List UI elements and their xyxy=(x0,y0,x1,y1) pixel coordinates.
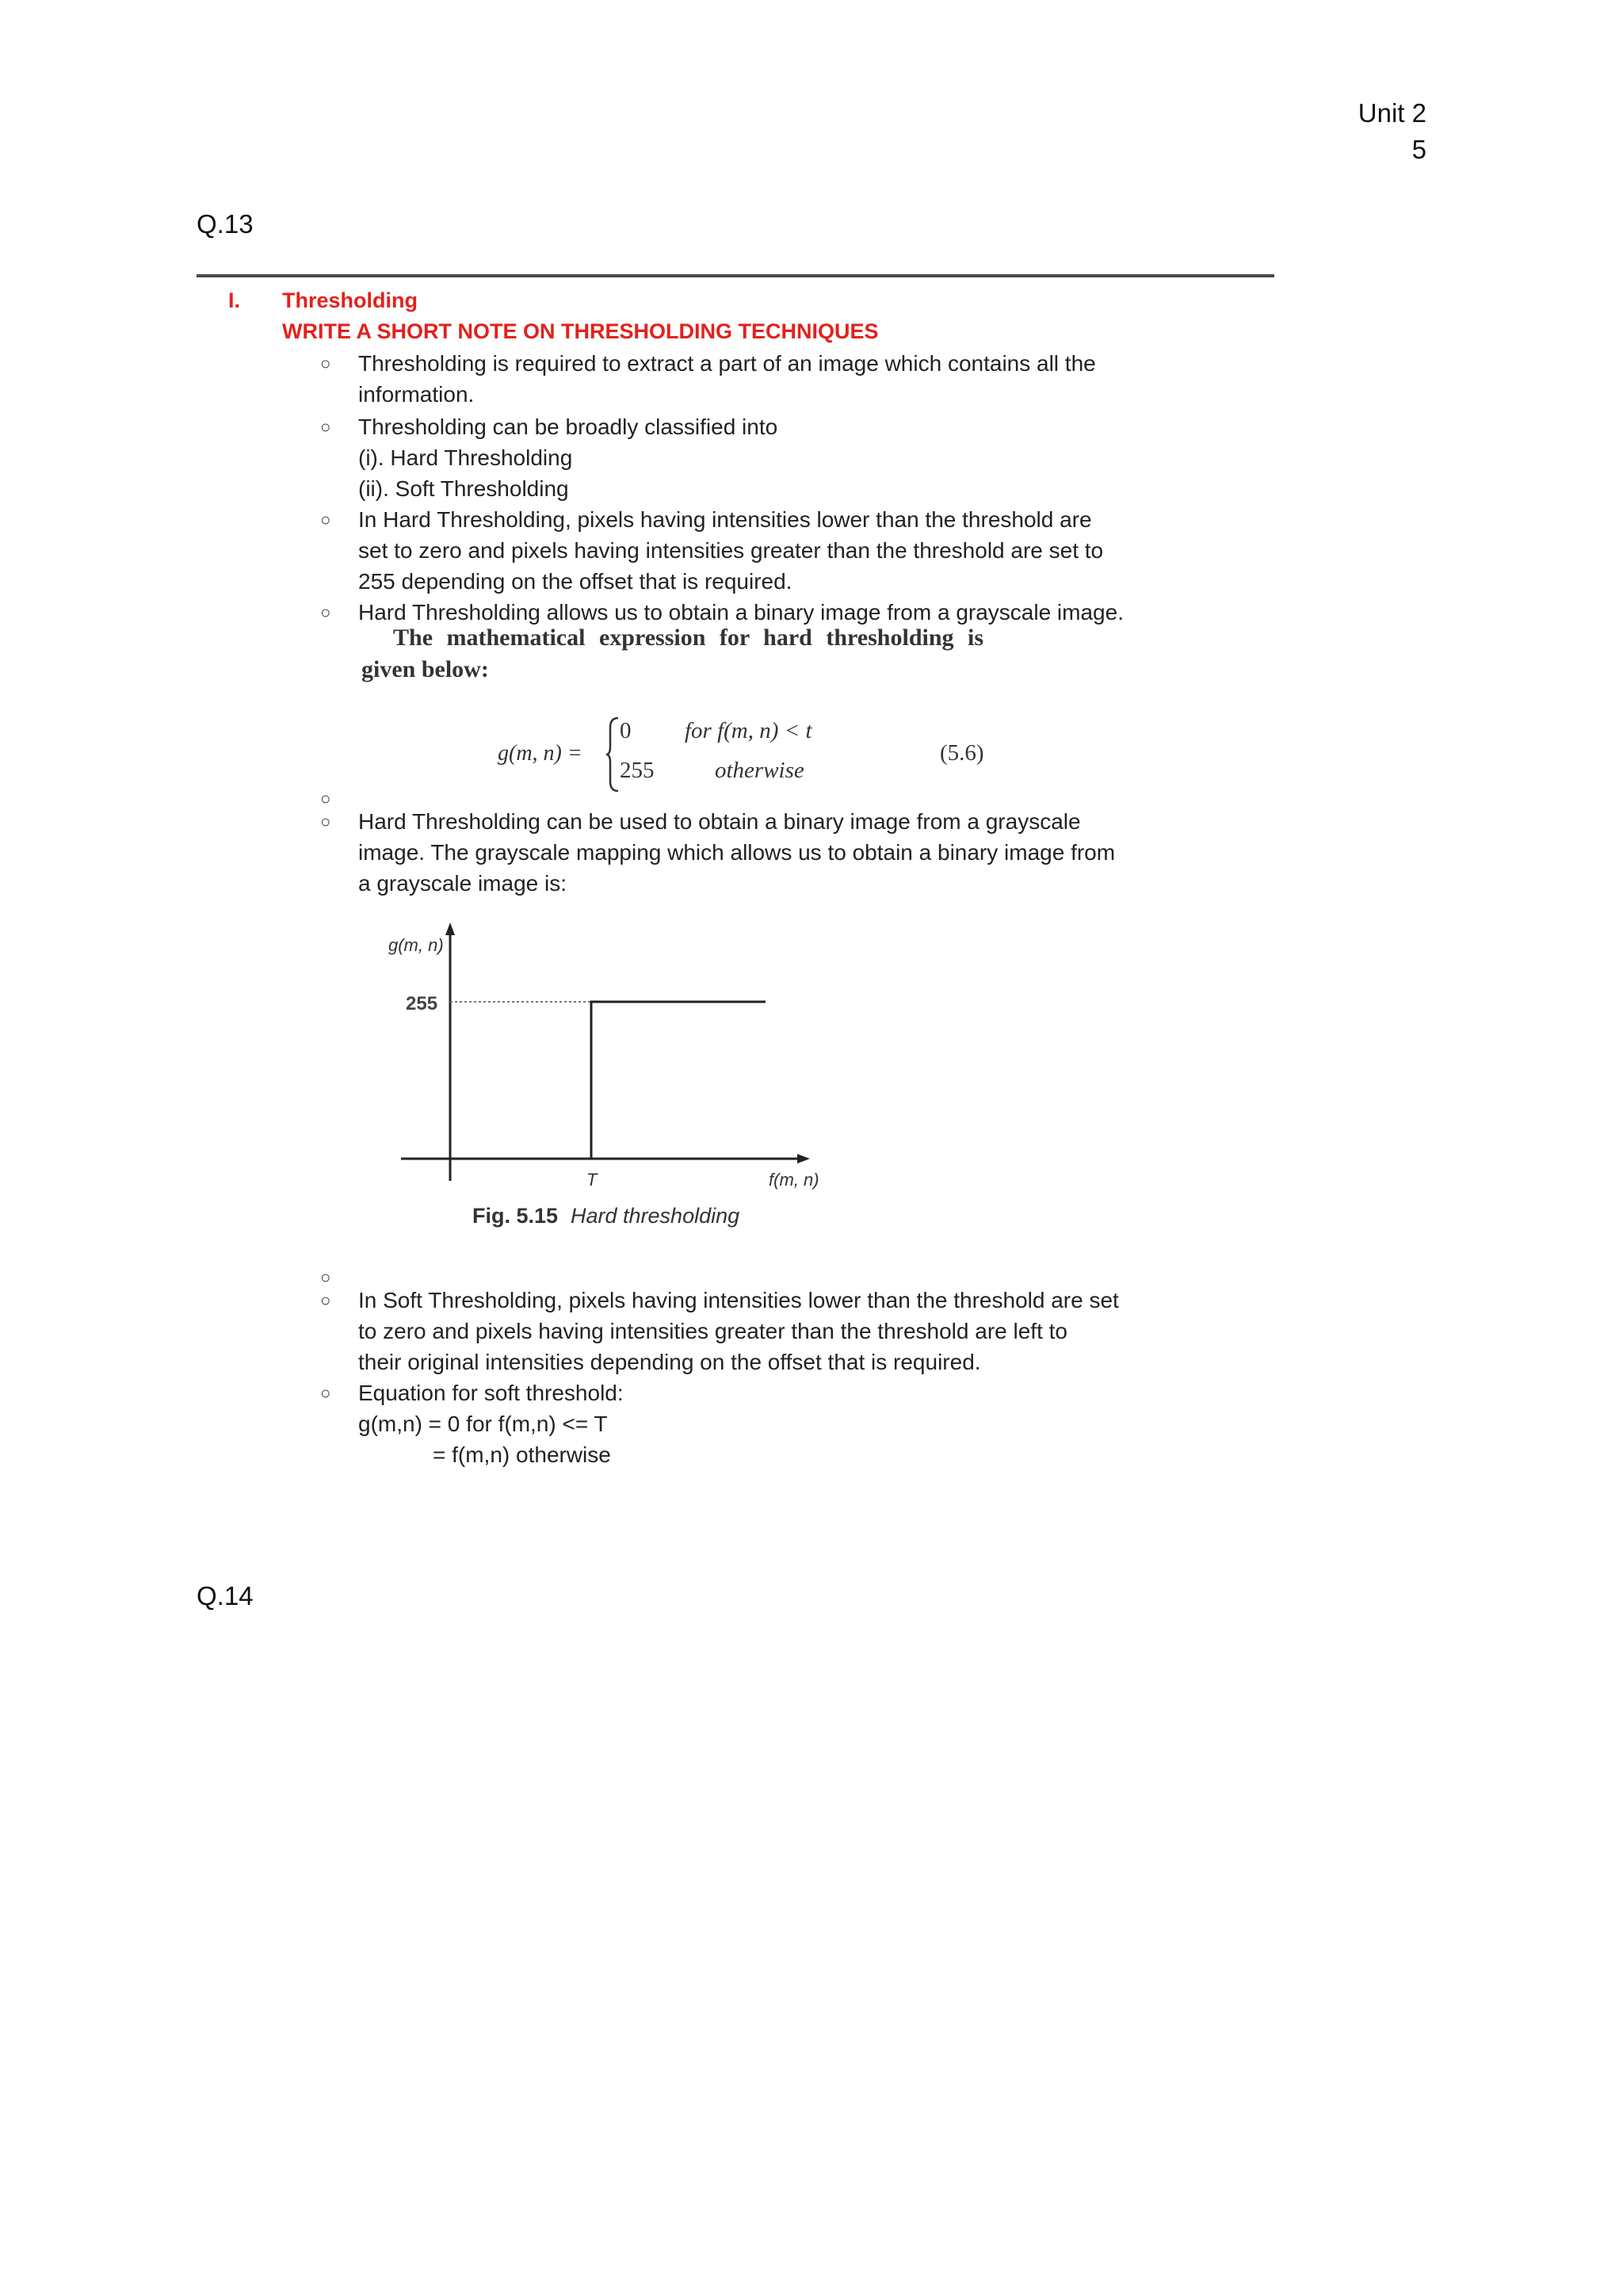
bullet-1-line-2: information. xyxy=(358,382,475,407)
y-axis-arrow xyxy=(445,923,455,935)
bullet-6-line-1: In Soft Thresholding, pixels having intensities lower than the threshold are set xyxy=(358,1288,1119,1312)
bullet-4-line-2: The mathematical expression for hard thresholding is xyxy=(393,625,984,651)
bullet-5-line-2: image. The grayscale mapping which allows us to obtain a binary image from xyxy=(358,840,1116,865)
bullet-marker: ○ xyxy=(320,510,331,529)
bullet-marker: ○ xyxy=(320,353,331,373)
question-14-label: Q.14 xyxy=(197,1581,254,1610)
section-divider xyxy=(197,274,1274,277)
y-axis-label: g(m, n) xyxy=(388,935,444,955)
bullet-marker: ○ xyxy=(320,1290,331,1310)
equation-case-2-value: 255 xyxy=(620,758,655,783)
equation-case-2-condition: otherwise xyxy=(715,758,804,783)
bullet-2-line-2: (i). Hard Thresholding xyxy=(358,445,573,470)
hard-thresholding-figure xyxy=(388,919,864,1205)
x-tick-t: T xyxy=(586,1170,598,1190)
bullet-7-line-1: Equation for soft threshold: xyxy=(358,1381,624,1405)
bullet-6-line-3: their original intensities depending on the offset that is required. xyxy=(358,1350,981,1374)
bullet-3-line-3: 255 depending on the offset that is required. xyxy=(358,569,792,594)
bullet-3-line-2: set to zero and pixels having intensities greater than the threshold are set to xyxy=(358,538,1104,563)
bullet-1-line-1: Thresholding is required to extract a part of an image which contains all the xyxy=(358,351,1096,376)
bullet-4-line-3: given below: xyxy=(361,656,489,682)
bullet-2-line-3: (ii). Soft Thresholding xyxy=(358,476,569,501)
equation-number: (5.6) xyxy=(940,740,984,766)
bullet-marker: ○ xyxy=(320,602,331,622)
x-axis-label: f(m, n) xyxy=(769,1170,819,1190)
bullet-marker: ○ xyxy=(320,812,331,831)
equation-brace xyxy=(605,716,621,793)
bullet-5-line-3: a grayscale image is: xyxy=(358,871,567,896)
question-13-label: Q.13 xyxy=(197,209,254,239)
bullet-marker: ○ xyxy=(320,1267,331,1287)
section-number: I. xyxy=(228,288,241,312)
bullet-marker: ○ xyxy=(320,789,331,808)
bullet-7-line-2: g(m,n) = 0 for f(m,n) <= T xyxy=(358,1412,608,1436)
bullet-marker: ○ xyxy=(320,417,331,437)
y-tick-255: 255 xyxy=(406,993,438,1014)
unit-label: Unit 2 xyxy=(1358,98,1426,128)
bullet-5-line-1: Hard Thresholding can be used to obtain a binary image from a grayscale xyxy=(358,809,1081,834)
bullet-4-line-1: Hard Thresholding allows us to obtain a binary image from a grayscale image. xyxy=(358,600,1124,625)
equation-case-1-condition: for f(m, n) < t xyxy=(685,718,812,743)
x-axis-arrow xyxy=(797,1154,810,1163)
equation-lhs: g(m, n) = xyxy=(498,741,582,766)
bullet-marker: ○ xyxy=(320,1383,331,1403)
section-title: Thresholding xyxy=(282,288,418,312)
step-curve xyxy=(591,1002,766,1159)
bullet-3-line-1: In Hard Thresholding, pixels having intensities lower than the threshold are xyxy=(358,507,1092,532)
figure-caption-text: Hard thresholding xyxy=(571,1204,740,1228)
bullet-6-line-2: to zero and pixels having intensities greater than the threshold are left to xyxy=(358,1319,1067,1343)
bullet-2-line-1: Thresholding can be broadly classified into xyxy=(358,415,778,439)
equation-case-1-value: 0 xyxy=(620,718,632,743)
page-number: 5 xyxy=(1411,135,1426,164)
section-subtitle: WRITE A SHORT NOTE ON THRESHOLDING TECHNIQUES xyxy=(282,319,879,343)
figure-caption-number: Fig. 5.15 xyxy=(472,1204,559,1228)
bullet-7-line-3: = f(m,n) otherwise xyxy=(433,1442,611,1467)
